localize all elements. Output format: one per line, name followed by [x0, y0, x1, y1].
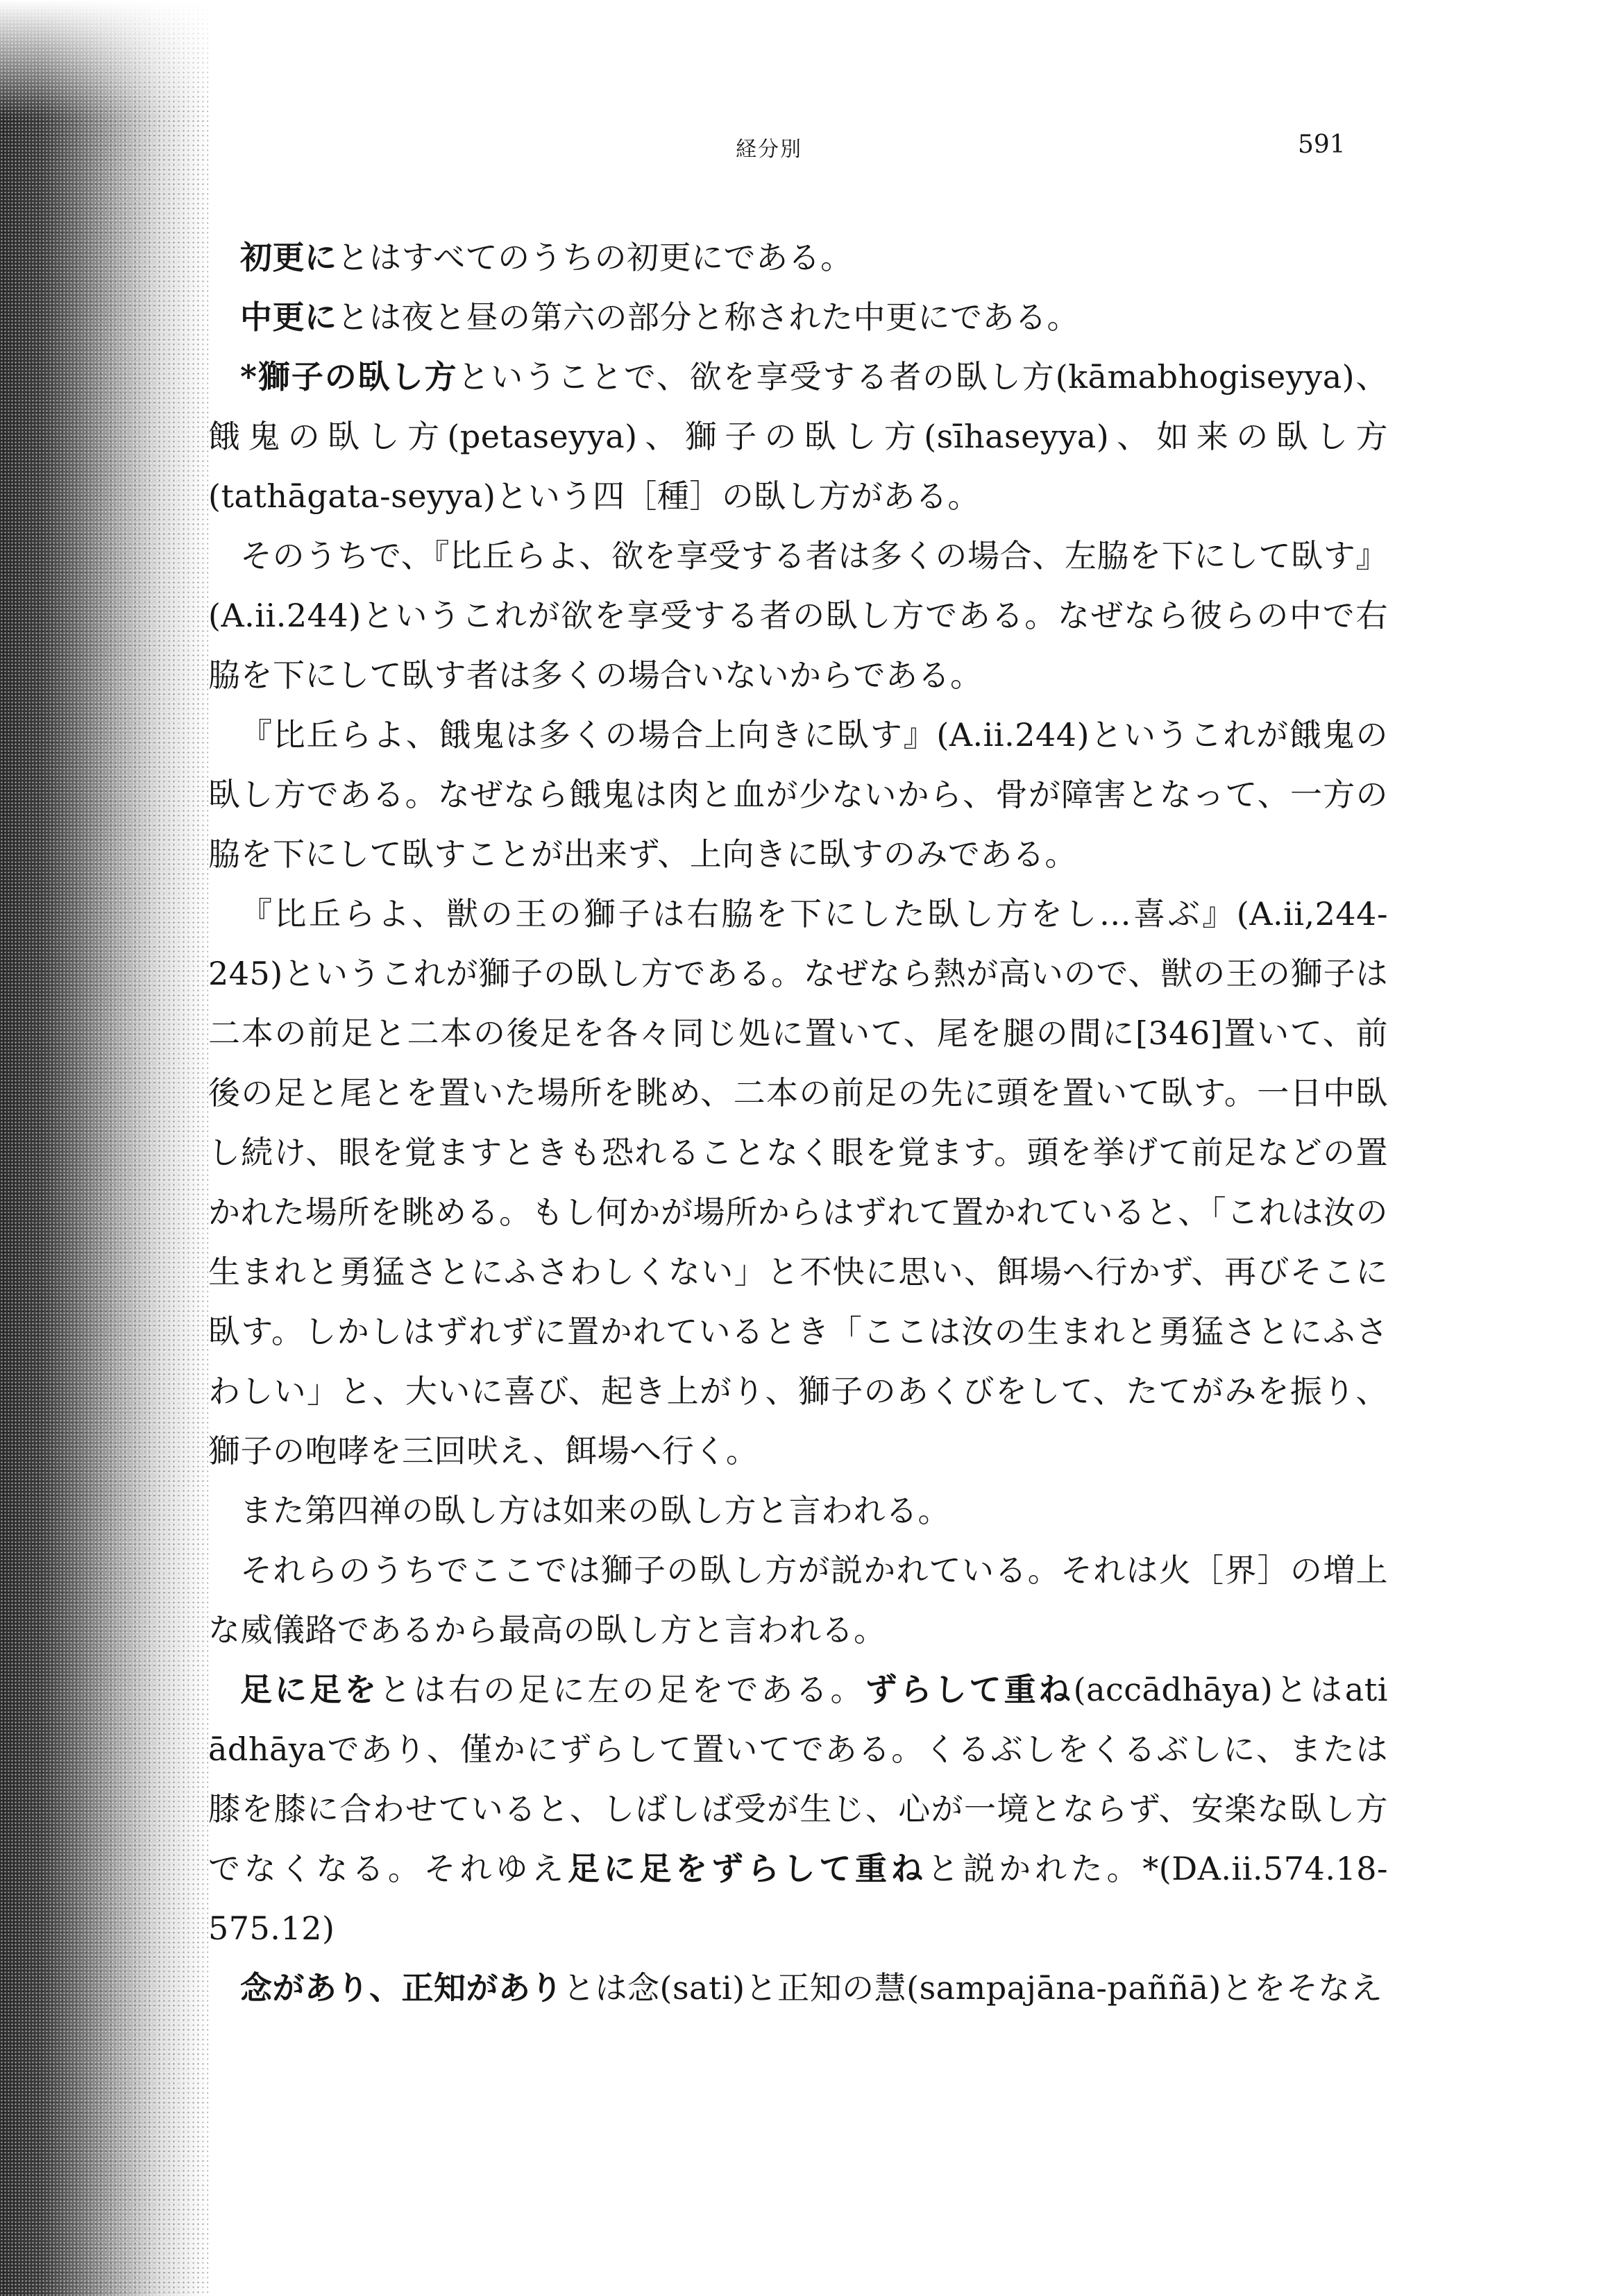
running-title: 経分別	[736, 137, 802, 162]
binding-shadow	[0, 0, 208, 2296]
text-run: とは右の足に左の足をである。	[379, 1671, 865, 1708]
body-text	[208, 228, 1388, 2018]
paragraph	[208, 228, 1388, 287]
text-run: とはすべてのうちの初更にである。	[337, 239, 853, 276]
bold-term: 中更に	[240, 298, 337, 336]
text-run: 『比丘らよ、獣の王の獅子は右脇を下にした臥し方をし…喜ぶ』(A.ii,244-245)というこれが獅子の臥し方である。なぜなら熱が高いので、獣の王の獅子は二本の前足と二本の後足を各々同じ処に置いて、尾を腿の間に[346]置いて、前後の足と尾とを置いた場所を眺め、二本の前足の先に頭を置いて臥す。一日中臥し続け、眼を覚ますときも恐れることなく眼を覚ます。頭を挙げて前足などの置かれた場所を眺める。もし何かが場所からはずれて置かれていると、「これは汝の生まれと勇猛さとにふさわしくない」と不快に思い、餌場へ行かず、再びそこに臥す。しかしはずれずに置かれているとき「ここは汝の生まれと勇猛さとにふさわしい」と、大いに喜び、起き上がり、獅子のあくびをして、たてがみを振り、獅子の咆哮を三回吠え、餌場へ行く。	[208, 895, 1388, 1470]
text-run: そのうちで、『比丘らよ、欲を享受する者は多くの場合、左脇を下にして臥す』(A.ii.244)というこれが欲を享受する者の臥し方である。なぜなら彼らの中で右脇を下にして臥す者は多くの場合いないからである。	[208, 537, 1388, 694]
paragraph	[208, 347, 1388, 526]
text-run: それらのうちでここでは獅子の臥し方が説かれている。それは火［界］の増上な威儀路であるから最高の臥し方と言われる。	[208, 1551, 1388, 1649]
paragraph	[208, 287, 1388, 347]
paragraph	[208, 1660, 1388, 1958]
text-run: (accādhāya)とはati ādhāyaであり、僅かにずらして置いてである。くるぶしをくるぶしに、または膝を膝に合わせていると、しばしば受が生じ、心が一境とならず、安楽な臥し方でなくなる。それゆえ	[208, 1671, 1389, 1887]
paragraph	[208, 1958, 1388, 2018]
bold-term: 足に足を	[240, 1671, 380, 1708]
paragraph	[208, 526, 1388, 705]
page-number: 591	[1298, 130, 1346, 159]
text-run: 『比丘らよ、餓鬼は多くの場合上向きに臥す』(A.ii.244)というこれが餓鬼の臥し方である。なぜなら餓鬼は肉と血が少ないから、骨が障害となって、一方の脇を下にして臥すことが出来ず、上向きに臥すのみである。	[208, 716, 1388, 873]
text-run: また第四禅の臥し方は如来の臥し方と言われる。	[240, 1492, 950, 1529]
paragraph	[208, 1481, 1388, 1540]
bold-term: 足に足をずらして重ね	[567, 1850, 927, 1887]
text-run: とは夜と昼の第六の部分と称された中更にである。	[337, 298, 1079, 336]
bold-term: *獅子の臥し方	[240, 358, 458, 396]
text-run: とは念(sati)と正知の慧(sampajāna-paññā)とをそなえ	[563, 1969, 1383, 2007]
bold-term: ずらして重ね	[865, 1671, 1074, 1708]
page-header	[0, 132, 1624, 173]
paragraph	[208, 705, 1388, 884]
bold-term: 念があり、正知があり	[240, 1969, 563, 2007]
paragraph	[208, 1540, 1388, 1660]
paragraph	[208, 884, 1388, 1481]
text-run: と説かれた。*(DA.ii.574.18-575.12)	[208, 1850, 1389, 1947]
binding-shadow-fade	[0, 0, 208, 118]
bold-term: 初更に	[240, 239, 337, 276]
text-run: ということで、欲を享受する者の臥し方(kāmabhogiseyya)、餓鬼の臥し方(petaseyya)、獅子の臥し方(sīhaseyya)、如来の臥し方(tathāgata-seyya)という四［種］の臥し方がある。	[208, 358, 1388, 515]
